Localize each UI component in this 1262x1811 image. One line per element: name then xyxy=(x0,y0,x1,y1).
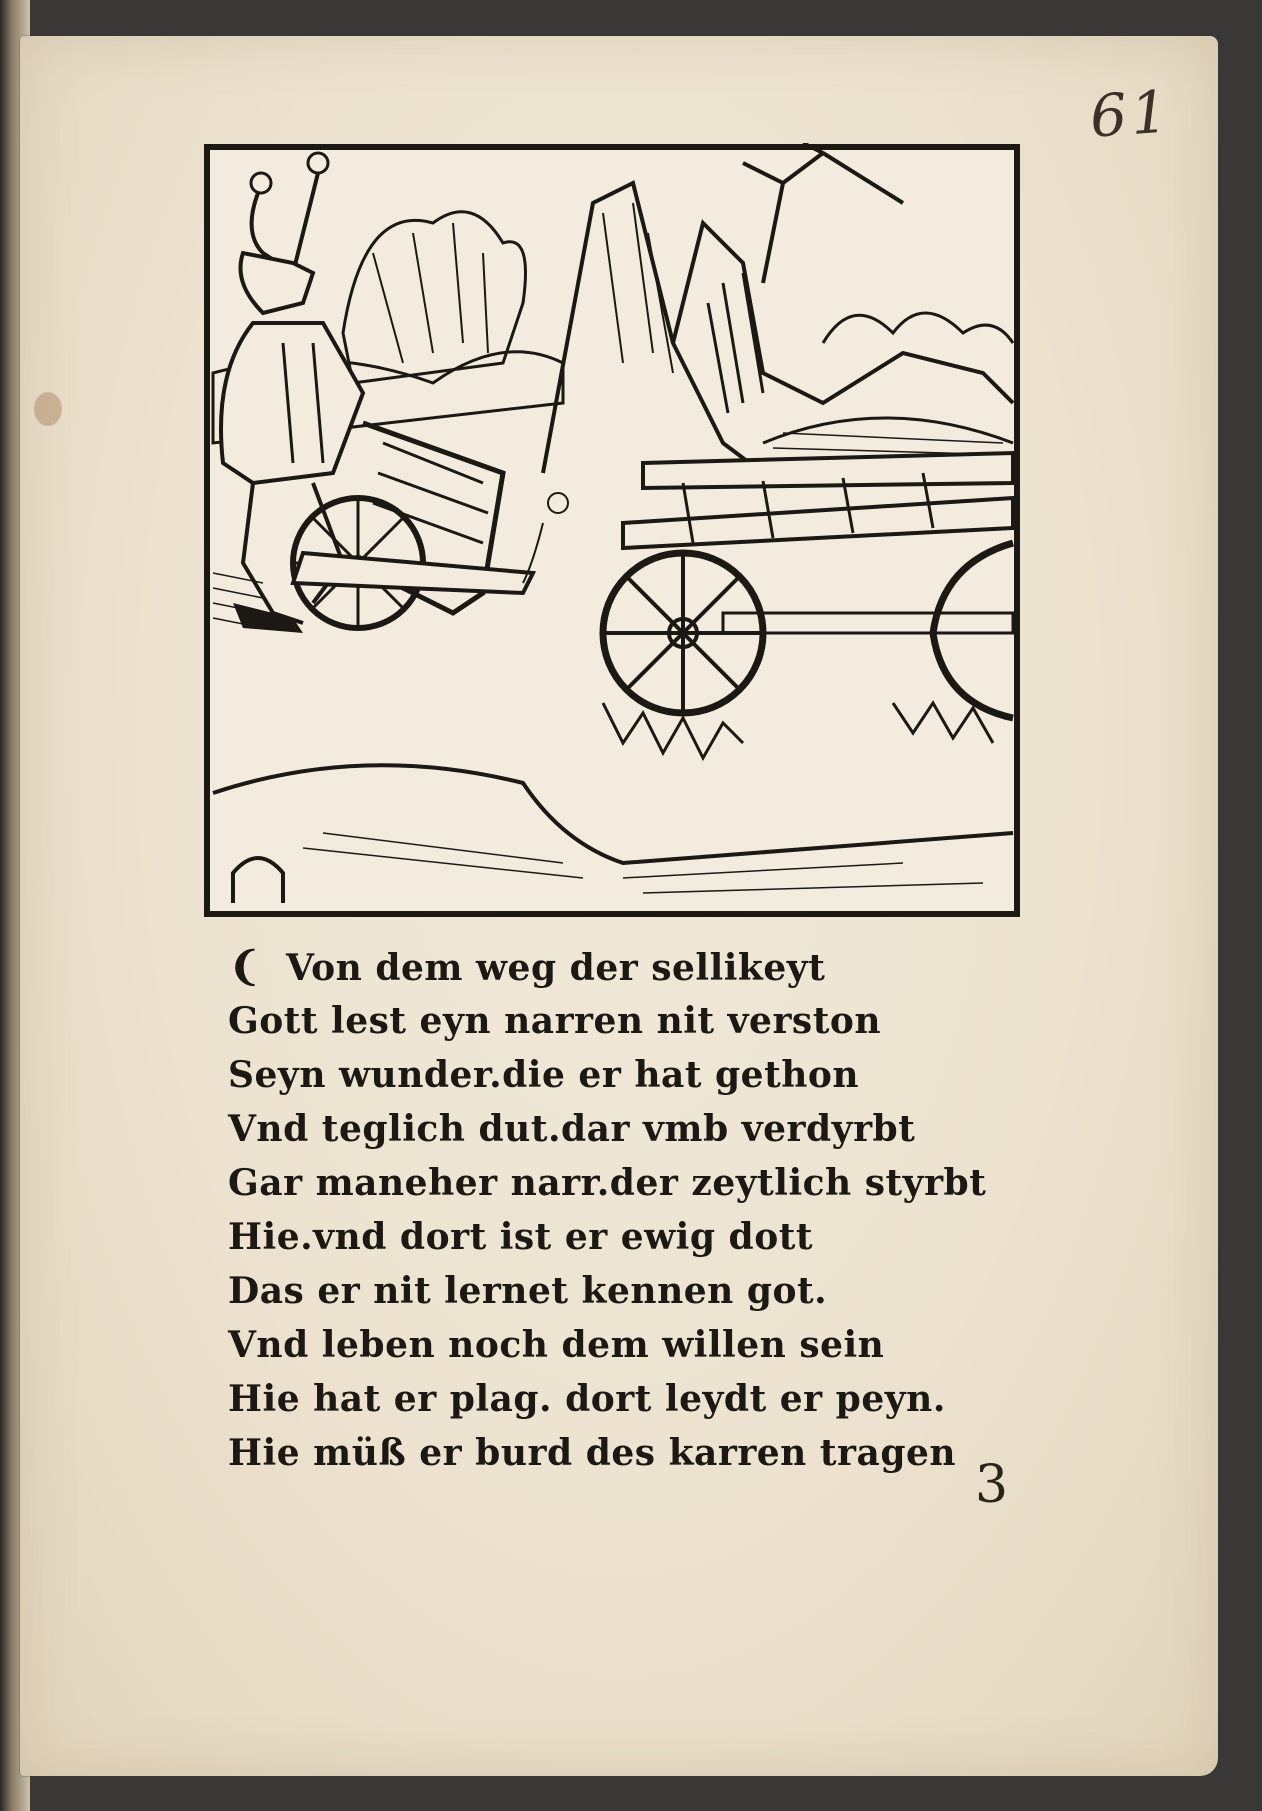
woodcut-fool-with-cart-and-wagon-icon xyxy=(203,143,1021,918)
paper-stain xyxy=(34,392,62,426)
verse-line-1: Gott lest eyn narren nit verston xyxy=(228,1000,882,1042)
verse-line-4: Gar maneher narr.der zeytlich styrbt xyxy=(228,1162,987,1204)
verse-line-5: Hie.vnd dort ist er ewig dott xyxy=(228,1216,813,1258)
woodcut-illustration xyxy=(203,143,1021,918)
page-number: 61 xyxy=(1087,77,1175,151)
verse-text xyxy=(228,940,1048,1480)
catchword: 3 xyxy=(975,1455,1009,1515)
verse-line-9: Hie müß er burd des karren tragen xyxy=(228,1432,957,1474)
verse-line-3: Vnd teglich dut.dar vmb verdyrbt xyxy=(228,1108,916,1150)
verse-line-7: Vnd leben noch dem willen sein xyxy=(228,1324,885,1366)
verse-line-6: Das er nit lernet kennen got. xyxy=(228,1270,828,1312)
paragraph-mark: ❨ xyxy=(228,943,263,990)
verse-heading xyxy=(228,940,1048,994)
verse-line-2: Seyn wunder.die er hat gethon xyxy=(228,1054,860,1096)
verse-line-8: Hie hat er plag. dort leydt er peyn. xyxy=(228,1378,946,1420)
verse-heading-text: Von dem weg der sellikeyt xyxy=(286,947,826,989)
